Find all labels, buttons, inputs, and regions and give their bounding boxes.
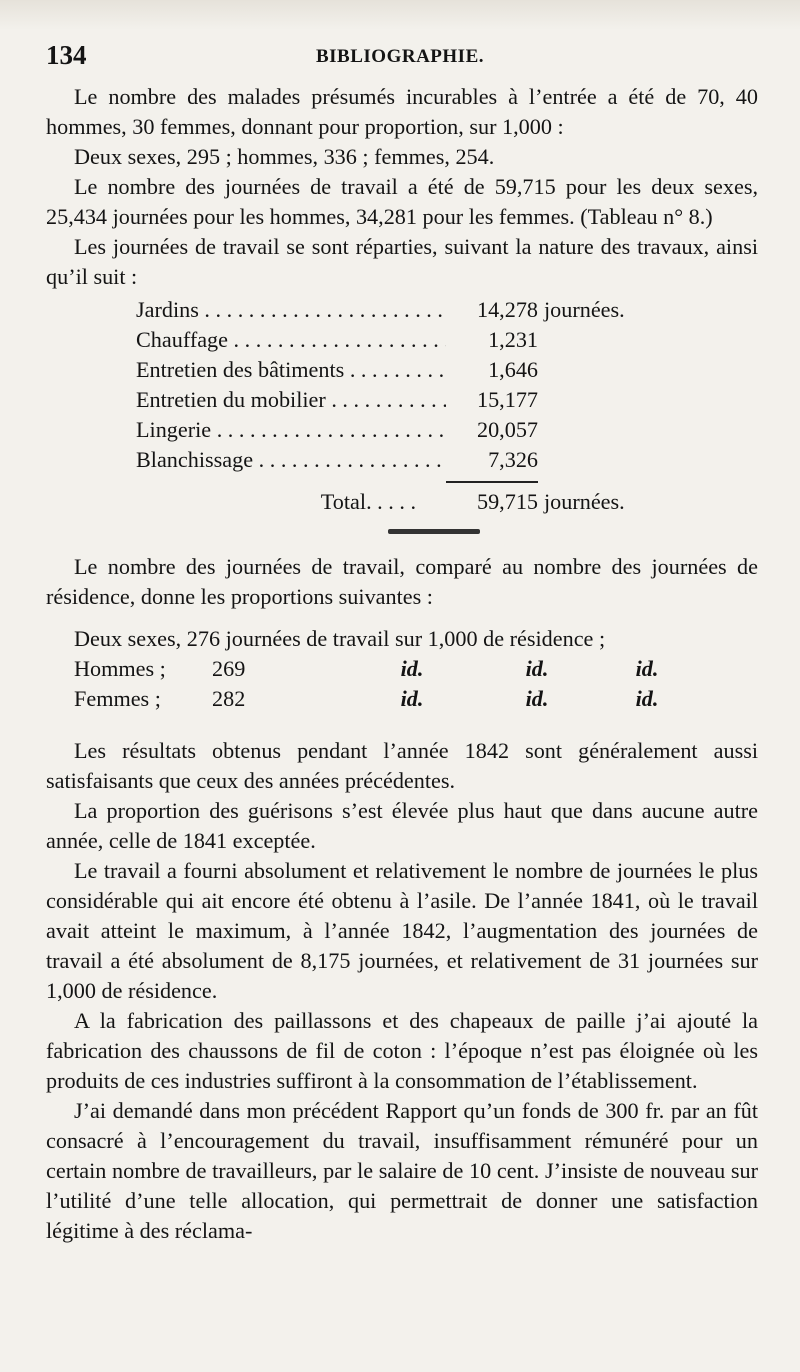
row-label: Chauffage . . . bbox=[136, 325, 446, 355]
table-row bbox=[136, 295, 656, 325]
paragraph: Deux sexes, 295 ; hommes, 336 ; femmes, 254. bbox=[74, 144, 495, 169]
table-row bbox=[136, 325, 656, 355]
row-label: Lingerie . . . bbox=[136, 415, 446, 445]
page-body bbox=[46, 82, 758, 1246]
table-row bbox=[136, 415, 656, 445]
ratio-row bbox=[74, 684, 758, 714]
ditto-mark: id. bbox=[525, 656, 549, 681]
paragraph: Le nombre des malades présumés incurables à l’entrée a été de 70, 40 hommes, 30 femmes, donnant pour proportion, sur 1,000 : bbox=[46, 84, 758, 139]
table-row bbox=[136, 355, 656, 385]
row-label: Jardins . . . bbox=[136, 295, 446, 325]
table-row bbox=[136, 445, 656, 475]
page-number: 134 bbox=[46, 40, 87, 70]
paragraph: J’ai demandé dans mon précédent Rapport qu’un fonds de 300 fr. par an fût consacré à l’encouragement du travail, insuffisamment rémunéré pour un certain nombre de travailleurs, par le salaire de 10 cent. J’insiste de nouveau sur l’utilité d’une telle allocation, qui permettrait de donner une satisfaction légitime à des réclama- bbox=[46, 1098, 758, 1243]
ditto-mark: id. bbox=[400, 686, 424, 711]
total-label: Total. . . . . bbox=[320, 489, 416, 514]
row-value: 20,057 bbox=[476, 417, 538, 442]
ditto-mark: id. bbox=[635, 686, 659, 711]
ratio-value: 269 bbox=[212, 656, 246, 681]
ratio-label: Femmes ; bbox=[74, 686, 161, 711]
row-value: 1,231 bbox=[488, 327, 538, 352]
row-unit: journées. bbox=[544, 297, 625, 322]
ratio-row: Deux sexes, 276 journées de travail sur 1,000 de résidence ; bbox=[74, 626, 606, 651]
page-header bbox=[46, 40, 754, 76]
table-total-row bbox=[136, 487, 656, 519]
section-separator bbox=[388, 529, 480, 534]
paragraph: Le nombre des journées de travail a été de 59,715 pour les deux sexes, 25,434 journées pour les hommes, 34,281 pour les femmes. (Tableau n° 8.) bbox=[46, 174, 758, 229]
row-value: 1,646 bbox=[488, 357, 538, 382]
row-label: Blanchissage . . . bbox=[136, 445, 446, 475]
row-value: 15,177 bbox=[476, 387, 538, 412]
paragraph: Les journées de travail se sont réparties, suivant la nature des travaux, ainsi qu’il suit : bbox=[46, 234, 758, 289]
ratio-table bbox=[74, 624, 758, 714]
row-label: Entretien des bâtiments . . . bbox=[136, 355, 446, 385]
total-value: 59,715 bbox=[476, 489, 538, 514]
ditto-mark: id. bbox=[525, 686, 549, 711]
table-row bbox=[136, 385, 656, 415]
sum-rule bbox=[446, 481, 538, 483]
paragraph: Le nombre des journées de travail, comparé au nombre des journées de résidence, donne les proportions suivantes : bbox=[46, 554, 758, 609]
total-unit: journées. bbox=[544, 489, 625, 514]
paragraph: A la fabrication des paillassons et des chapeaux de paille j’ai ajouté la fabrication des chaussons de fil de coton : l’époque n’est pas éloignée où les produits de ces industries suffiront à la consommation de l’établissement. bbox=[46, 1008, 758, 1093]
work-days-table bbox=[136, 295, 656, 519]
previous-page-bleed bbox=[0, 0, 800, 30]
row-label: Entretien du mobilier . . . bbox=[136, 385, 446, 415]
ratio-row bbox=[74, 654, 758, 684]
row-value: 7,326 bbox=[488, 447, 538, 472]
paragraph: Les résultats obtenus pendant l’année 1842 sont généralement aussi satisfaisants que ceux des années précédentes. bbox=[46, 738, 758, 793]
paragraph: La proportion des guérisons s’est élevée plus haut que dans aucune autre année, celle de 1841 exceptée. bbox=[46, 798, 758, 853]
paragraph: Le travail a fourni absolument et relativement le nombre de journées le plus considérable qui ait encore été obtenu à l’asile. De l’année 1841, où le travail avait atteint le maximum, à l’année 1842, l’augmentation des journées de travail a été absolument de 8,175 journées, et relativement de 31 journées sur 1,000 de résidence. bbox=[46, 858, 758, 1003]
row-value: 14,278 bbox=[476, 297, 538, 322]
ratio-value: 282 bbox=[212, 686, 246, 711]
ditto-mark: id. bbox=[635, 656, 659, 681]
ditto-mark: id. bbox=[400, 656, 424, 681]
ratio-label: Hommes ; bbox=[74, 656, 166, 681]
running-title: BIBLIOGRAPHIE. bbox=[315, 46, 484, 67]
